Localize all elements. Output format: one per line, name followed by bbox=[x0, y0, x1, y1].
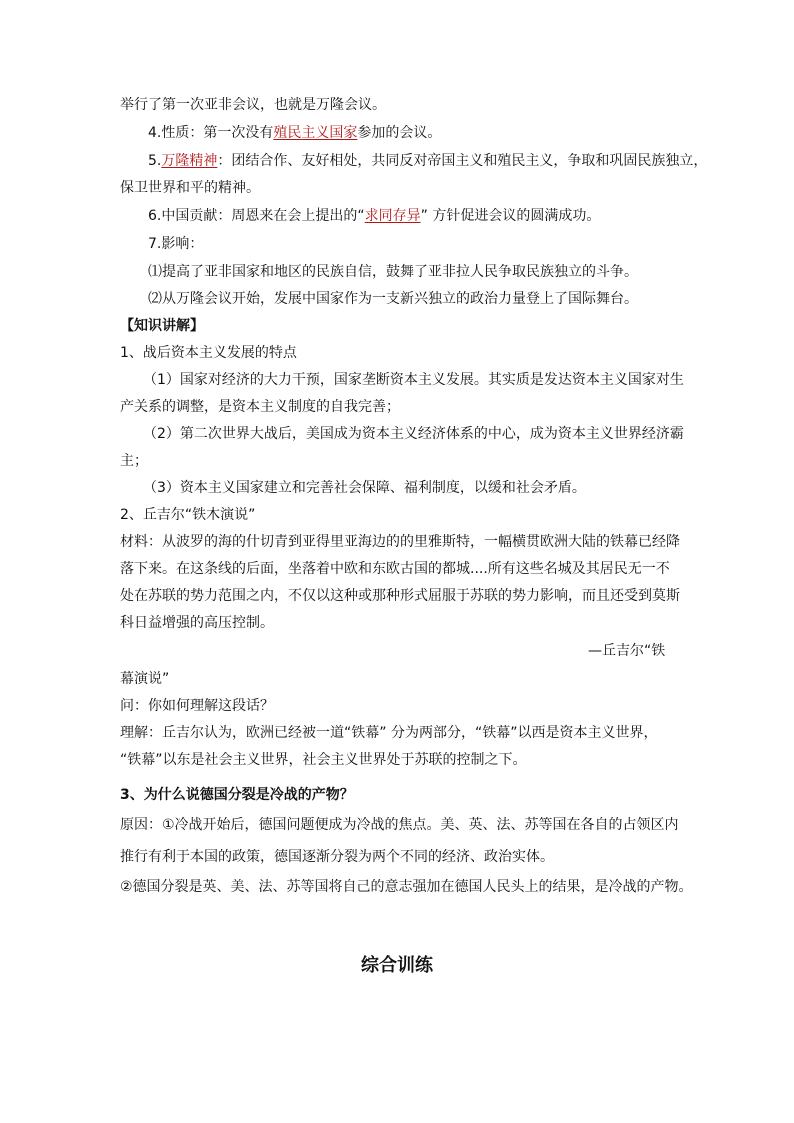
item1-point2-cont: 主； bbox=[120, 453, 148, 469]
knowledge-heading: 【知识讲解】 bbox=[120, 318, 204, 334]
influence-item-2: ⑵从万隆会议开始，发展中国家作为一支新兴独立的政治力量登上了国际舞台。 bbox=[148, 291, 638, 307]
text-line-meeting: 举行了第一次亚非会议，也就是万隆会议。 bbox=[120, 97, 386, 113]
spirit-line bbox=[148, 152, 707, 170]
item3-reason: 原因：①冷战开始后，德国问题便成为冷战的焦点。美、英、法、苏等国在各自的占领区内 bbox=[120, 817, 679, 833]
spirit-number: 5. bbox=[148, 153, 162, 169]
item1-title: 1、战后资本主义发展的特点 bbox=[120, 345, 297, 361]
item2-title: 2、丘吉尔“铁木演说” bbox=[120, 507, 256, 523]
item3-reason-2: ②德国分裂是英、美、法、苏等国将自己的意志强加在德国人民头上的结果，是冷战的产物。 bbox=[120, 879, 693, 895]
item1-point1-cont: 产关系的调整，是资本主义制度的自我完善； bbox=[120, 399, 400, 415]
training-title: 综合训练 bbox=[361, 955, 433, 976]
contribution-highlight: 求同存异 bbox=[364, 208, 421, 224]
contribution-suffix: ” 方针促进会议的圆满成功。 bbox=[420, 208, 601, 224]
influence-item-1: ⑴提高了亚非国家和地区的民族自信，鼓舞了亚非拉人民争取民族独立的斗争。 bbox=[148, 264, 638, 280]
item1-point1: （1）国家对经济的大力干预，国家垄断资本主义发展。其实质是发达资本主义国家对生 bbox=[143, 372, 684, 388]
item3-title: 3、为什么说德国分裂是冷战的产物？ bbox=[120, 787, 354, 803]
nature-suffix: 参加的会议。 bbox=[357, 125, 442, 141]
item3-reason-cont: 推行有利于本国的政策，德国逐渐分裂为两个不同的经济、政治实体。 bbox=[120, 849, 554, 865]
spirit-line-cont: 保卫世界和平的精神。 bbox=[120, 180, 260, 196]
item2-material: 材料：从波罗的海的什切青到亚得里亚海边的的里雅斯特，一幅横贯欧洲大陆的铁幕已经降 bbox=[120, 534, 680, 550]
item1-point3: （3）资本主义国家建立和完善社会保障、福利制度，以缓和社会矛盾。 bbox=[143, 480, 586, 496]
item2-source-cont: 幕演说” bbox=[120, 671, 170, 687]
item2-source: —丘吉尔“铁 bbox=[588, 643, 666, 659]
nature-prefix: 4.性质：第一次没有 bbox=[148, 125, 274, 141]
item2-answer: 理解：丘吉尔认为，欧洲已经被一道“铁幕” 分为两部分，“铁幕”以西是资本主义世界， bbox=[120, 725, 658, 741]
nature-line bbox=[148, 124, 441, 142]
item2-answer-cont: “铁幕”以东是社会主义世界，社会主义世界处于苏联的控制之下。 bbox=[120, 752, 527, 768]
nature-highlight: 殖民主义国家 bbox=[273, 125, 358, 141]
item2-material-4: 科日益增强的高压控制。 bbox=[120, 615, 274, 631]
contribution-prefix: 6.中国贡献：周恩来在会上提出的“ bbox=[148, 208, 365, 224]
influence-title: 7.影响： bbox=[148, 236, 204, 252]
item2-question: 问：你如何理解这段话？ bbox=[120, 698, 274, 714]
contribution-line bbox=[148, 207, 600, 225]
item1-point2: （2）第二次世界大战后，美国成为资本主义经济体系的中心，成为资本主义世界经济霸 bbox=[143, 426, 684, 442]
item2-material-2: 落下来。在这条线的后面，坐落着中欧和东欧古国的都城....所有这些名城及其居民无一不 bbox=[120, 561, 670, 577]
spirit-highlight: 万隆精神 bbox=[161, 153, 218, 169]
spirit-text: ：团结合作、友好相处，共同反对帝国主义和殖民主义，争取和巩固民族独立， bbox=[217, 153, 708, 169]
item2-material-3: 处在苏联的势力范围之内，不仅以这种或那种形式屈服于苏联的势力影响，而且还受到莫斯 bbox=[120, 588, 680, 604]
